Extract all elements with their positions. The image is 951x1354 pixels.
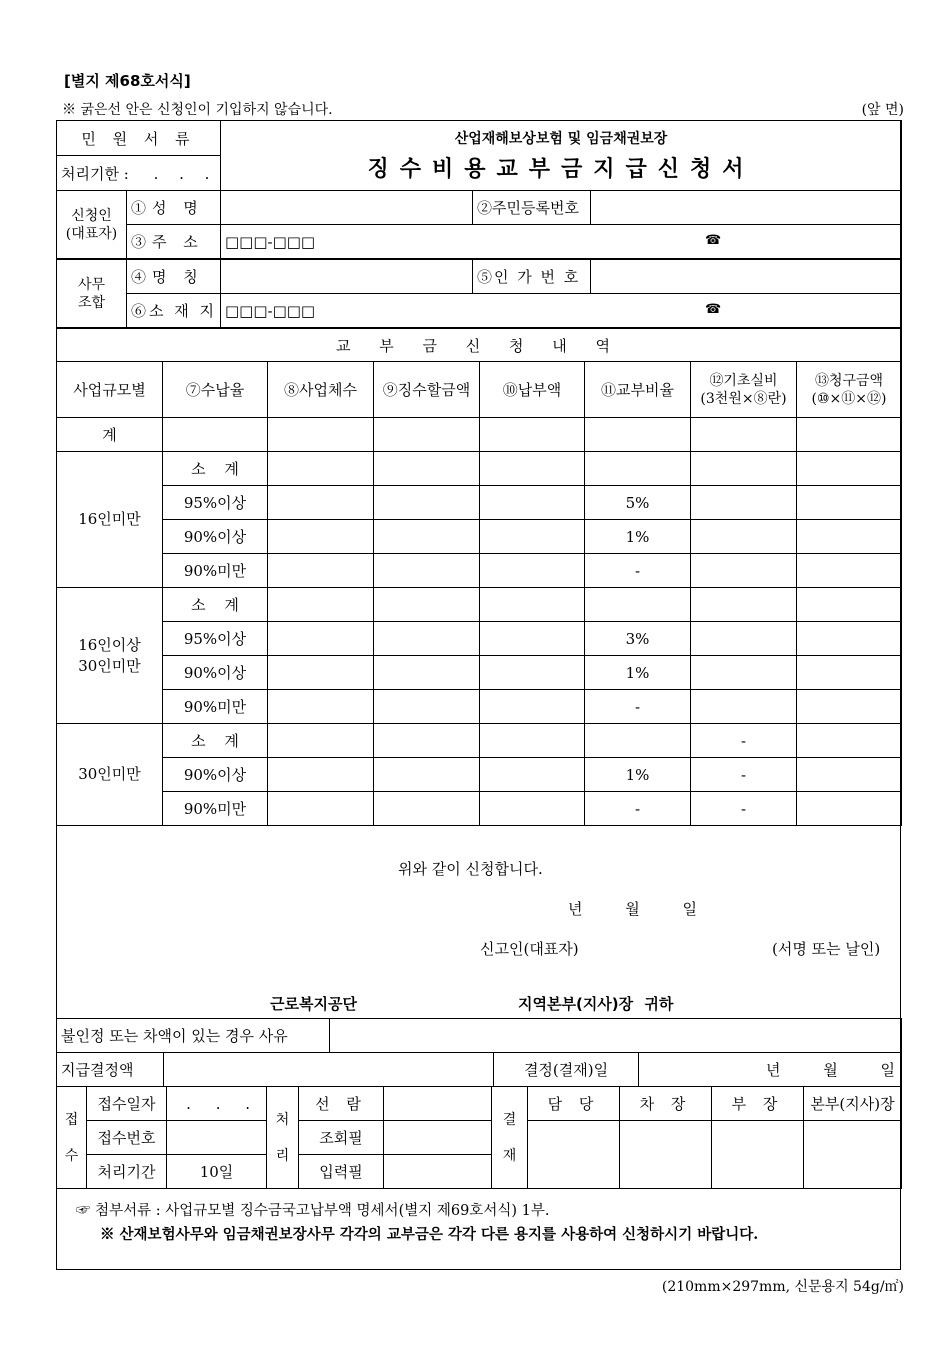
attachment-note: ☞ 첨부서류 : 사업규모별 징수금국고납부액 명세서(별지 제69호서식) 1부. xyxy=(76,1203,550,1219)
detail-cell[interactable] xyxy=(374,792,480,826)
scale-subrow-label: 90%이상 xyxy=(163,520,268,554)
details-section-title: 교 부 금 신 청 내 역 xyxy=(57,329,902,362)
detail-cell[interactable] xyxy=(480,622,585,656)
header-amount-to-collect: ⑨징수할금액 xyxy=(374,362,480,418)
approver-director: 부 장 xyxy=(712,1087,804,1121)
reason-label: 불인정 또는 차액이 있는 경우 사유 xyxy=(57,1019,330,1053)
grant-ratio-cell: 1% xyxy=(585,758,691,792)
scale-subrow-label: 소 계 xyxy=(163,452,268,486)
phone-icon: ☎ xyxy=(705,302,722,317)
claim-amount-cell[interactable] xyxy=(797,588,902,622)
total-cell[interactable] xyxy=(163,418,268,452)
detail-cell[interactable] xyxy=(268,452,374,486)
grant-ratio-cell xyxy=(585,588,691,622)
claim-amount-cell[interactable] xyxy=(797,690,902,724)
total-cell[interactable] xyxy=(585,418,691,452)
postcode-boxes: □□□-□□□ xyxy=(225,232,316,251)
header-scale: 사업규모별 xyxy=(57,362,163,418)
base-cost-cell[interactable] xyxy=(691,656,797,690)
claim-amount-cell[interactable] xyxy=(797,758,902,792)
receipt-label: 접 수 xyxy=(57,1087,87,1189)
detail-cell[interactable] xyxy=(268,656,374,690)
approver-staff: 담 당 xyxy=(528,1087,620,1121)
recipient-office: 지역본부(지사)장 귀하 xyxy=(518,995,674,1013)
detail-cell[interactable] xyxy=(374,690,480,724)
grant-ratio-cell: 5% xyxy=(585,486,691,520)
input-field[interactable] xyxy=(384,1155,492,1189)
detail-cell[interactable] xyxy=(268,792,374,826)
base-cost-cell[interactable]: - xyxy=(691,724,797,758)
detail-cell[interactable] xyxy=(268,554,374,588)
office-group-label: 사무 조합 xyxy=(57,260,127,328)
header-paid-amount: ⑩납부액 xyxy=(480,362,585,418)
detail-cell[interactable] xyxy=(374,486,480,520)
inquiry-field[interactable] xyxy=(384,1121,492,1155)
detail-cell[interactable] xyxy=(480,758,585,792)
total-cell[interactable] xyxy=(268,418,374,452)
detail-cell[interactable] xyxy=(480,690,585,724)
detail-cell[interactable] xyxy=(268,690,374,724)
form-subtitle: 산업재해보상보험 및 임금채권보장 xyxy=(454,131,668,147)
detail-cell[interactable] xyxy=(374,656,480,690)
form-title: 징수비용교부금지급신청서 xyxy=(367,157,755,182)
claim-amount-cell[interactable] xyxy=(797,520,902,554)
scale-subrow-label: 95%이상 xyxy=(163,486,268,520)
claim-amount-cell[interactable] xyxy=(797,656,902,690)
scale-subrow-label: 90%미만 xyxy=(163,554,268,588)
applicant-rrn-label: ②주민등록번호 xyxy=(473,191,591,225)
sign-box-head[interactable] xyxy=(804,1121,902,1189)
browse-field[interactable] xyxy=(384,1087,492,1121)
details-table xyxy=(56,328,902,826)
base-cost-cell[interactable] xyxy=(691,452,797,486)
period-label: 처리기간 xyxy=(87,1155,167,1189)
grant-ratio-cell: - xyxy=(585,690,691,724)
sign-box-deputy[interactable] xyxy=(620,1121,712,1189)
grant-ratio-cell: 1% xyxy=(585,520,691,554)
detail-cell[interactable] xyxy=(480,452,585,486)
grant-ratio-cell: 1% xyxy=(585,656,691,690)
browse-label: 선 람 xyxy=(299,1087,384,1121)
detail-cell[interactable] xyxy=(374,554,480,588)
title-table xyxy=(56,120,902,191)
base-cost-cell[interactable]: - xyxy=(691,758,797,792)
scale-group-label: 16인이상 30인미만 xyxy=(57,588,163,724)
detail-cell[interactable] xyxy=(268,758,374,792)
base-cost-cell[interactable]: - xyxy=(691,792,797,826)
office-location-label: ⑥소 재 지 xyxy=(127,294,221,328)
base-cost-cell[interactable] xyxy=(691,588,797,622)
sign-note: (서명 또는 날인) xyxy=(772,940,881,958)
declaration-text: 위와 같이 신청합니다. xyxy=(398,860,543,878)
declaration-date: 년 월 일 xyxy=(568,900,698,918)
office-permit-label: ⑤인 가 번 호 xyxy=(473,260,591,294)
detail-cell[interactable] xyxy=(480,656,585,690)
page-side-label: (앞 면) xyxy=(861,102,904,118)
claim-amount-cell[interactable] xyxy=(797,792,902,826)
grant-ratio-cell xyxy=(585,452,691,486)
deadline-cell xyxy=(57,156,221,191)
office-permit-field[interactable] xyxy=(591,260,902,294)
sign-box-staff[interactable] xyxy=(528,1121,620,1189)
office-location-field[interactable] xyxy=(221,294,902,328)
decision-date-label: 결정(결재)일 xyxy=(494,1053,639,1087)
detail-cell[interactable] xyxy=(480,588,585,622)
amount-field[interactable] xyxy=(164,1053,494,1087)
total-cell[interactable] xyxy=(480,418,585,452)
receipt-date-label: 접수일자 xyxy=(87,1087,167,1121)
claim-amount-cell[interactable] xyxy=(797,452,902,486)
header-base-cost: ⑫기초실비 (3천원×⑧란) xyxy=(691,362,797,418)
detail-cell[interactable] xyxy=(268,622,374,656)
claim-amount-cell[interactable] xyxy=(797,622,902,656)
receipt-no-field[interactable] xyxy=(167,1121,267,1155)
recipient-org: 근로복지공단 xyxy=(270,995,357,1013)
base-cost-cell[interactable] xyxy=(691,690,797,724)
claim-amount-cell[interactable] xyxy=(797,486,902,520)
claim-amount-cell[interactable] xyxy=(797,554,902,588)
base-cost-cell[interactable] xyxy=(691,554,797,588)
detail-cell[interactable] xyxy=(480,520,585,554)
header-grant-ratio: ⑪교부비율 xyxy=(585,362,691,418)
header-collection-rate: ⑦수납율 xyxy=(163,362,268,418)
approver-deputy: 차 장 xyxy=(620,1087,712,1121)
header-business-count: ⑧사업체수 xyxy=(268,362,374,418)
detail-cell[interactable] xyxy=(374,452,480,486)
approver-head: 본부(지사)장 xyxy=(804,1087,902,1121)
applicant-name-field[interactable] xyxy=(221,191,473,225)
sign-box-director[interactable] xyxy=(712,1121,804,1189)
scale-subrow-label: 소 계 xyxy=(163,588,268,622)
header-note: ※ 굵은선 안은 신청인이 기입하지 않습니다. xyxy=(62,102,333,118)
detail-cell[interactable] xyxy=(268,588,374,622)
applicant-address-label: ③주 소 xyxy=(127,225,221,259)
base-cost-cell[interactable] xyxy=(691,486,797,520)
scale-subrow-label: 90%이상 xyxy=(163,758,268,792)
handling-label: 처 리 xyxy=(267,1087,299,1189)
scale-subrow-label: 90%미만 xyxy=(163,792,268,826)
detail-cell[interactable] xyxy=(374,724,480,758)
scale-subrow-label: 95%이상 xyxy=(163,622,268,656)
applicant-rrn-field[interactable] xyxy=(591,191,902,225)
inquiry-label: 조회필 xyxy=(299,1121,384,1155)
applicant-address-field[interactable] xyxy=(221,225,902,259)
receipt-date-field[interactable]: . . . xyxy=(167,1087,267,1121)
signer-label: 신고인(대표자) xyxy=(480,940,579,958)
detail-cell[interactable] xyxy=(480,724,585,758)
paper-size-note: (210mm×297mm, 신문용지 54g/㎡) xyxy=(661,1279,904,1295)
civil-doc-label: 민 원 서 류 xyxy=(57,121,221,156)
total-cell[interactable] xyxy=(691,418,797,452)
deadline-value[interactable]: . . . xyxy=(153,164,218,183)
receipt-no-label: 접수번호 xyxy=(87,1121,167,1155)
total-cell[interactable] xyxy=(797,418,902,452)
detail-cell[interactable] xyxy=(374,520,480,554)
detail-cell[interactable] xyxy=(374,758,480,792)
phone-icon: ☎ xyxy=(705,233,722,248)
scale-group-label: 30인미만 xyxy=(57,724,163,826)
office-table xyxy=(56,259,902,328)
scale-subrow-label: 소 계 xyxy=(163,724,268,758)
detail-cell[interactable] xyxy=(268,520,374,554)
title-cell xyxy=(221,121,902,191)
grant-ratio-cell: - xyxy=(585,554,691,588)
detail-cell[interactable] xyxy=(374,622,480,656)
deadline-label: 처리기한 : xyxy=(61,164,129,183)
scale-group-label: 16인미만 xyxy=(57,452,163,588)
grant-ratio-cell xyxy=(585,724,691,758)
detail-cell[interactable] xyxy=(374,588,480,622)
processing-table xyxy=(56,1018,902,1087)
office-name-label: ④명 칭 xyxy=(127,260,221,294)
postcode-boxes: □□□-□□□ xyxy=(225,301,316,320)
claim-amount-cell[interactable] xyxy=(797,724,902,758)
grant-ratio-cell: - xyxy=(585,792,691,826)
detail-cell[interactable] xyxy=(480,486,585,520)
scale-subrow-label: 90%이상 xyxy=(163,656,268,690)
total-cell[interactable] xyxy=(374,418,480,452)
approval-label: 결 재 xyxy=(492,1087,528,1189)
detail-cell[interactable] xyxy=(268,724,374,758)
detail-cell[interactable] xyxy=(268,486,374,520)
applicant-table xyxy=(56,190,902,259)
scale-subrow-label: 90%미만 xyxy=(163,690,268,724)
detail-cell[interactable] xyxy=(480,792,585,826)
grant-ratio-cell: 3% xyxy=(585,622,691,656)
base-cost-cell[interactable] xyxy=(691,520,797,554)
receipt-approval-table xyxy=(56,1086,902,1189)
total-label: 계 xyxy=(57,418,163,452)
amount-label: 지급결정액 xyxy=(57,1053,164,1087)
detail-cell[interactable] xyxy=(480,554,585,588)
warning-note: ※ 산재보험사무와 임금채권보장사무 각각의 교부금은 각각 다른 용지를 사용하여 신청하시기 바랍니다. xyxy=(100,1226,759,1243)
header-claim-amount: ⑬청구금액 (⑩×⑪×⑫) xyxy=(797,362,902,418)
applicant-name-label: ①성 명 xyxy=(127,191,221,225)
decision-date-field[interactable]: 년 월 일 xyxy=(639,1053,902,1087)
form-number: [별지 제68호서식] xyxy=(64,72,191,90)
period-value: 10일 xyxy=(167,1155,267,1189)
input-label: 입력필 xyxy=(299,1155,384,1189)
applicant-group-label: 신청인 (대표자) xyxy=(57,191,127,259)
reason-field[interactable] xyxy=(330,1019,902,1053)
office-name-field[interactable] xyxy=(221,260,473,294)
base-cost-cell[interactable] xyxy=(691,622,797,656)
